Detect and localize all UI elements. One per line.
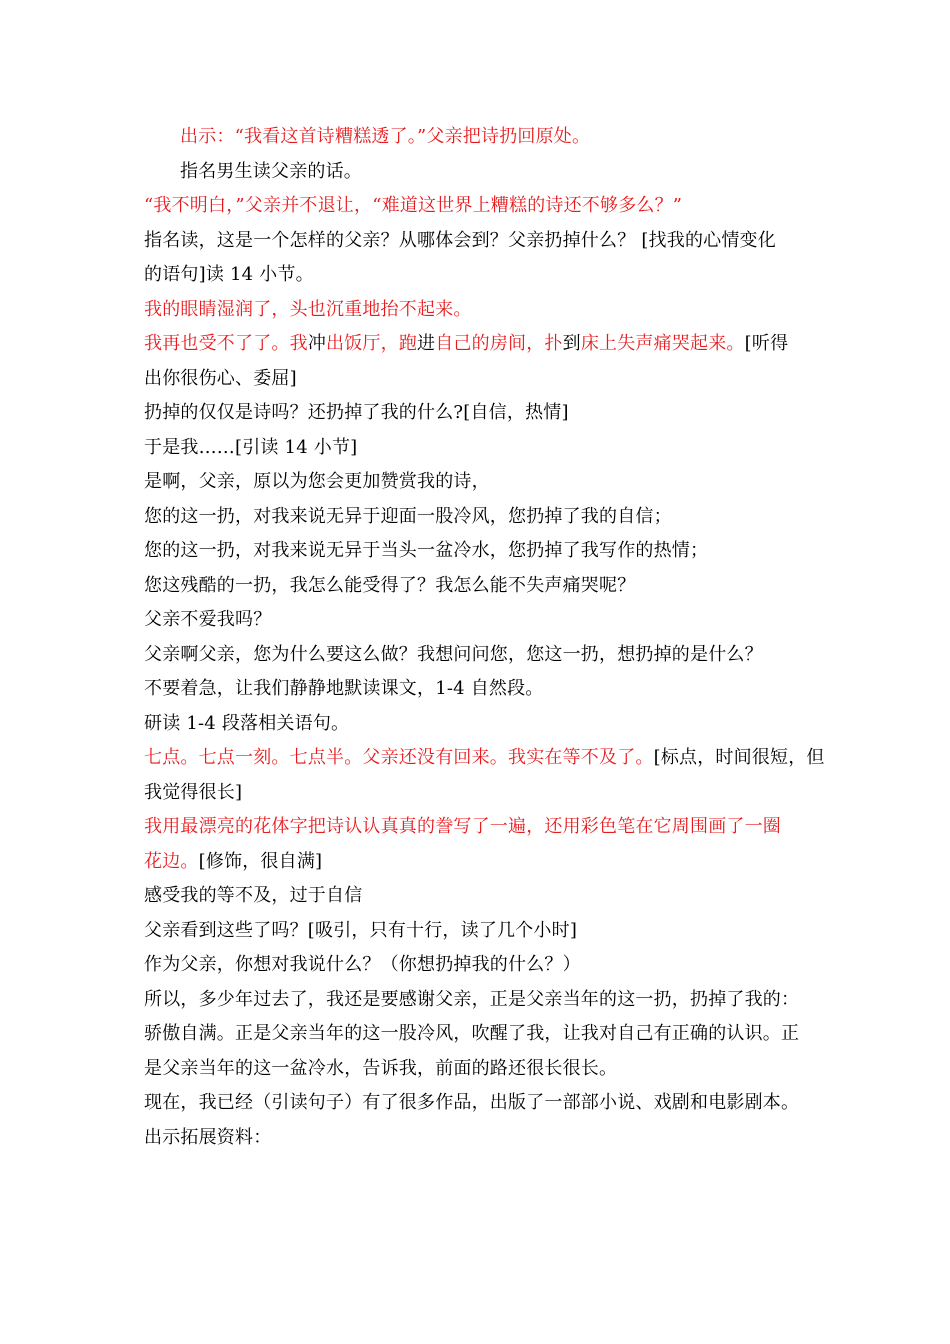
text-line (144, 603, 816, 638)
body-text: 您这残酷的一扔，我怎么能受得了？我怎么能不失声痛哭呢？ (144, 574, 636, 596)
highlighted-quote-text: 我再也受不了了。我 (144, 333, 308, 354)
text-line (144, 1086, 816, 1121)
document-page (144, 120, 825, 1155)
body-text: 到 (562, 333, 581, 354)
body-text: 作为父亲，你想对我说什么？（你想扔掉我的什么？） (144, 954, 581, 975)
body-text: 出你很伤心、委屈] (144, 367, 297, 389)
text-line (144, 431, 816, 466)
body-text: [听得 (744, 333, 789, 354)
body-text: 指名男生读父亲的话。 (180, 160, 362, 182)
text-line (144, 1017, 816, 1052)
highlighted-quote-text: “我不明白，”父亲并不退让，“难道这世界上糟糕的诗还不够多么？” (144, 195, 683, 216)
text-line (144, 500, 816, 535)
text-line (144, 293, 816, 328)
text-line (144, 1052, 816, 1087)
body-text: 是啊，父亲，原以为您会更加赞赏我的诗， (144, 471, 490, 492)
text-line (144, 120, 816, 155)
body-text: 感受我的等不及，过于自信 (144, 885, 363, 906)
body-text: [修饰，很自满] (198, 850, 323, 872)
body-text: 我觉得很长] (144, 781, 243, 803)
text-line (144, 776, 816, 811)
body-text: 冲 (307, 333, 327, 354)
body-text: 父亲不爱我吗？ (144, 609, 272, 630)
body-text: 父亲啊父亲，您为什么要这么做？我想问问您，您这一扔，想扔掉的是什么？ (144, 643, 763, 665)
text-line (144, 362, 816, 397)
text-line (144, 879, 816, 914)
text-line (144, 638, 816, 673)
highlighted-quote-text: 七点。七点一刻。七点半。父亲还没有回来。我实在等不及了。 (144, 747, 654, 768)
text-line (144, 258, 816, 293)
text-line (144, 155, 816, 190)
text-line (144, 914, 816, 949)
highlighted-quote-text: 自己的房间，扑 (435, 333, 563, 354)
text-line (144, 948, 816, 983)
highlighted-quote-text: 我的眼睛湿润了，头也沉重地抬不起来。 (144, 298, 472, 320)
text-line (144, 327, 816, 362)
body-text: 现在，我已经（引读句子）有了很多作品，出版了一部部小说、戏剧和电影剧本。 (144, 1092, 800, 1113)
body-text: 您的这一扔，对我来说无异于迎面一股冷风，您扔掉了我的自信； (144, 505, 672, 527)
text-line (144, 741, 825, 776)
body-text: 父亲看到这些了吗？[吸引，只有十行，读了几个小时] (144, 919, 578, 941)
text-line (144, 845, 816, 880)
text-line (144, 810, 816, 845)
highlighted-quote-text: 我用最漂亮的花体字把诗认认真真的誊写了一遍，还用彩色笔在它周围画了一圈 (144, 816, 781, 837)
text-line (144, 534, 816, 569)
highlighted-quote-text: 花边。 (144, 850, 199, 872)
highlighted-quote-text: 出示：“我看这首诗糟糕透了。”父亲把诗扔回原处。 (180, 126, 591, 147)
body-text: [标点，时间很短，但 (653, 747, 825, 768)
body-text: 于是我……[引读 14 小节] (144, 436, 358, 458)
body-text: 出示拓展资料： (144, 1126, 272, 1148)
text-line (144, 465, 816, 500)
text-line (144, 672, 816, 707)
body-text: 研读 1-4 段落相关语句。 (144, 712, 350, 734)
body-text: 骄傲自满。正是父亲当年的这一股冷风，吹醒了我，让我对自己有正确的认识。正 (144, 1023, 800, 1044)
text-line (144, 1121, 816, 1156)
highlighted-quote-text: 出饭厅，跑 (326, 333, 418, 354)
body-text: 所以，多少年过去了，我还是要感谢父亲，正是父亲当年的这一扔，扔掉了我的： (144, 988, 800, 1010)
body-text: 的语句]读 14 小节。 (144, 264, 314, 285)
body-text: 是父亲当年的这一盆冷水，告诉我，前面的路还很长很长。 (144, 1057, 618, 1079)
body-text: 进 (417, 333, 436, 354)
text-line (144, 569, 816, 604)
text-line (144, 983, 816, 1018)
body-text: 指名读，这是一个怎样的父亲？从哪体会到？父亲扔掉什么？ [找我的心情变化 (144, 229, 776, 251)
text-line (144, 396, 816, 431)
highlighted-quote-text: 床上失声痛哭起来。 (580, 333, 745, 354)
text-line (144, 707, 816, 742)
body-text: 扔掉的仅仅是诗吗？还扔掉了我的什么?[自信，热情] (144, 402, 569, 423)
body-text: 您的这一扔，对我来说无异于当头一盆冷水，您扔掉了我写作的热情； (144, 540, 709, 561)
text-line (144, 224, 816, 259)
text-line (144, 189, 816, 224)
body-text: 不要着急，让我们静静地默读课文，1-4 自然段。 (144, 678, 544, 699)
